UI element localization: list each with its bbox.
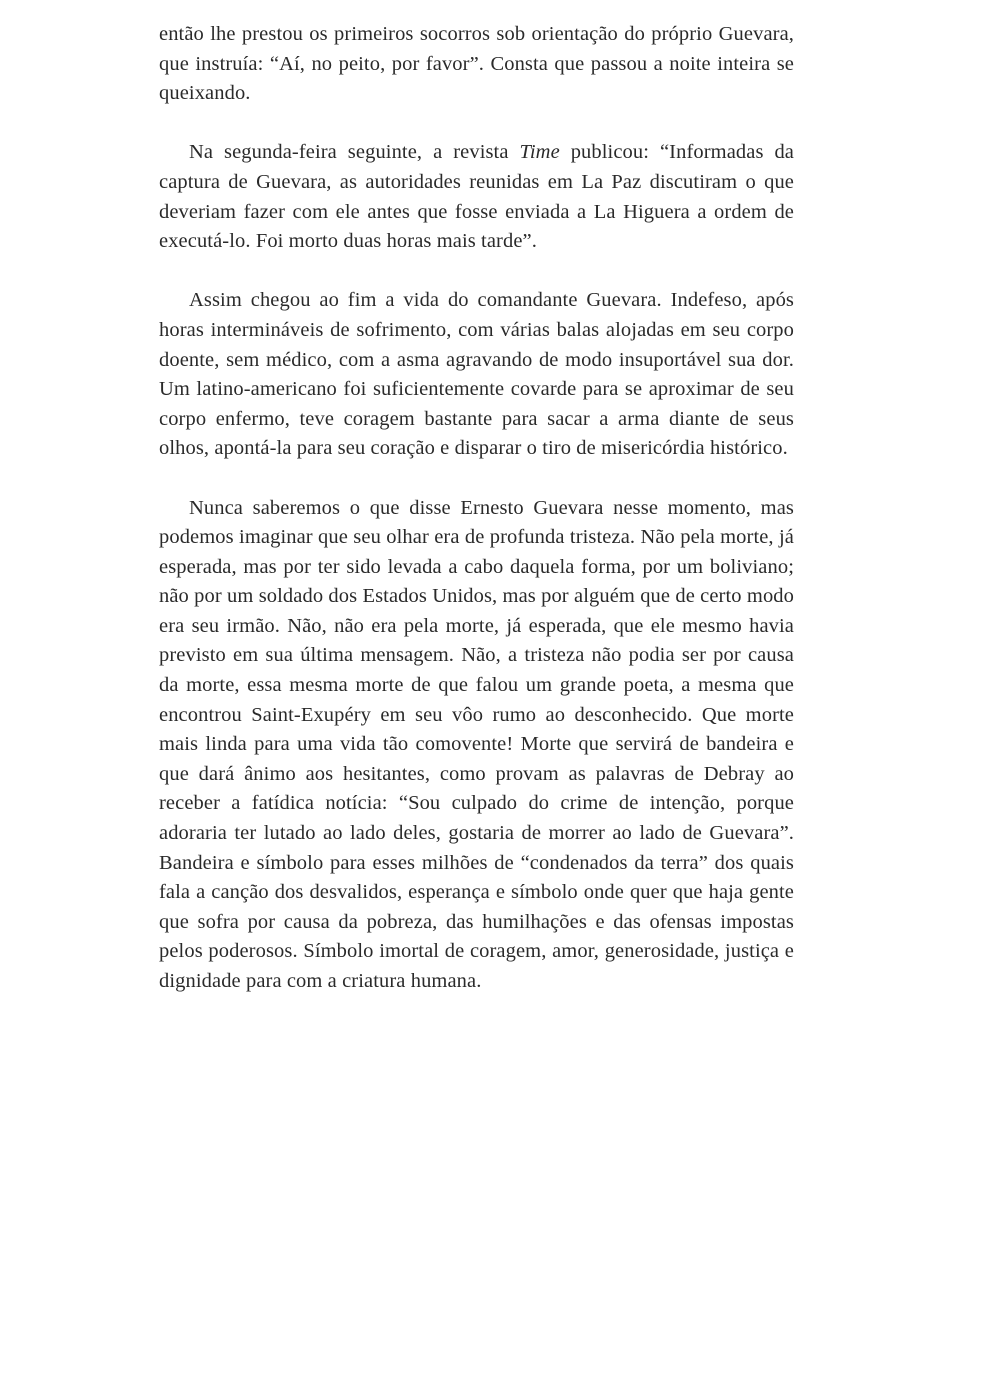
paragraph-2-text-b: publicou: “Informadas da captura de Guevara, as autoridades reunidas em La Paz discutiram o que deveriam fazer com ele antes que fosse enviada a La Higuera a ordem de executá-lo. Foi morto duas horas mais tarde”. xyxy=(159,141,795,253)
paragraph-4 xyxy=(159,494,794,997)
paragraph-4-text: Nunca saberemos o que disse Ernesto Guevara nesse momento, mas podemos imaginar que seu olhar era de profunda tristeza. Não pela morte, já esperada, mas por ter sido levada a cabo daquela forma, por um boliviano; não por um soldado dos Estados Unidos, mas por alguém que de certo modo era seu irmão. Não, não era pela morte, já esperada, que ele mesmo havia previsto em sua última mensagem. Não, a tristeza não podia ser por causa da morte, essa mesma morte de que falou um grande poeta, a mesma que encontrou Saint-Exupéry em seu vôo rumo ao desconhecido. Que morte mais linda para uma vida tão comovente! Morte que servirá de bandeira e que dará ânimo aos hesitantes, como provam as palavras de Debray ao receber a fatídica notícia: “Sou culpado do crime de intenção, porque adoraria ter lutado ao lado deles, gostaria de morrer ao lado de Guevara”. Bandeira e símbolo para esses milhões de “condenados da terra” dos quais fala a canção dos desvalidos, esperança e símbolo onde quer que haja gente que sofra por causa da pobreza, das humilhações e das ofensas impostas pelos poderosos. Símbolo imortal de coragem, amor, generosidade, justiça e dignidade para com a criatura humana. xyxy=(159,496,794,992)
paragraph-1 xyxy=(159,20,794,109)
magazine-title: Time xyxy=(519,141,560,164)
paragraph-3 xyxy=(159,286,794,464)
paragraph-2-text-a: Na segunda-feira seguinte, a revista xyxy=(189,141,520,164)
body-text xyxy=(159,20,794,997)
paragraph-2 xyxy=(159,138,794,256)
paragraph-1-text: então lhe prestou os primeiros socorros sob orientação do próprio Guevara, que instruía: “Aí, no peito, por favor”. Consta que passou a noite inteira se queixando. xyxy=(159,23,794,105)
paragraph-3-text: Assim chegou ao fim a vida do comandante Guevara. Indefeso, após horas intermináveis de sofrimento, com várias balas alojadas em seu corpo doente, sem médico, com a asma agravando de modo insuportável sua dor. Um latino-americano foi suficientemente covarde para se aproximar de seu corpo enfermo, teve coragem bastante para sacar a arma diante de seus olhos, apontá-la para seu coração e disparar o tiro de misericórdia histórico. xyxy=(159,289,794,460)
